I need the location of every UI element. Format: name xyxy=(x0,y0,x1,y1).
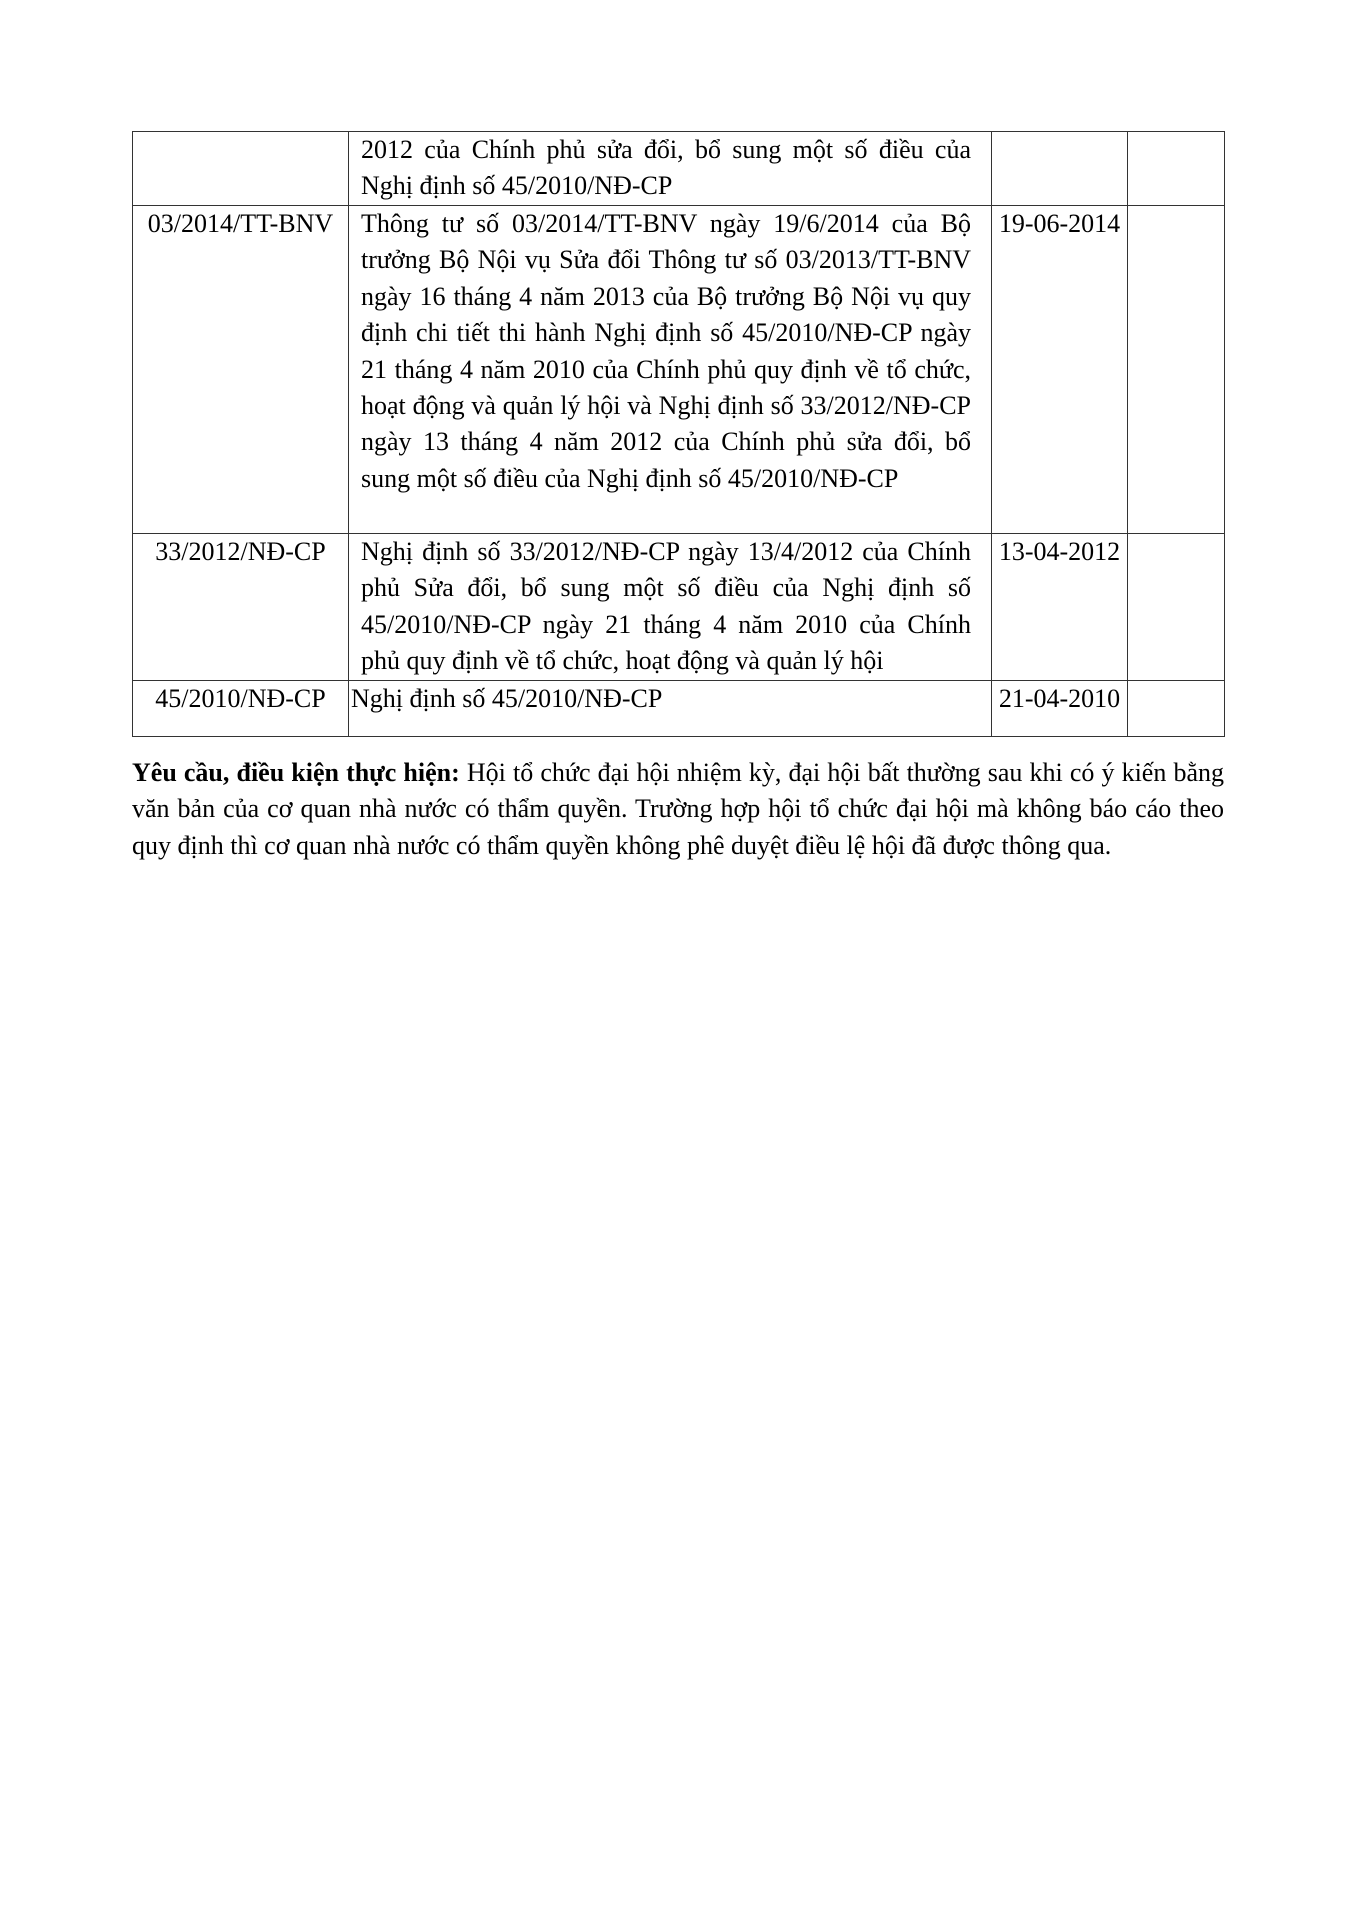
document-date-cell: 19-06-2014 xyxy=(992,206,1128,534)
document-note-cell xyxy=(1128,534,1225,681)
table-row xyxy=(133,680,1225,736)
legal-documents-table xyxy=(132,131,1225,737)
document-date-cell: 13-04-2012 xyxy=(992,534,1128,681)
document-code-cell xyxy=(133,132,349,206)
document-code-cell: 33/2012/NĐ-CP xyxy=(133,534,349,681)
document-code-cell: 03/2014/TT-BNV xyxy=(133,206,349,534)
document-note-cell xyxy=(1128,206,1225,534)
table-row xyxy=(133,206,1225,534)
requirements-paragraph xyxy=(132,755,1224,864)
document-date-cell xyxy=(992,132,1128,206)
document-description-cell: 2012 của Chính phủ sửa đổi, bổ sung một số điều của Nghị định số 45/2010/NĐ-CP xyxy=(349,132,992,206)
document-description-cell: Nghị định số 45/2010/NĐ-CP xyxy=(349,680,992,736)
document-note-cell xyxy=(1128,680,1225,736)
document-code-cell: 45/2010/NĐ-CP xyxy=(133,680,349,736)
document-note-cell xyxy=(1128,132,1225,206)
document-date-cell: 21-04-2010 xyxy=(992,680,1128,736)
document-description-cell: Thông tư số 03/2014/TT-BNV ngày 19/6/2014 của Bộ trưởng Bộ Nội vụ Sửa đổi Thông tư số 03/2013/TT-BNV ngày 16 tháng 4 năm 2013 của Bộ trưởng Bộ Nội vụ quy định chi tiết thi hành Nghị định số 45/2010/NĐ-CP ngày 21 tháng 4 năm 2010 của Chính phủ quy định về tổ chức, hoạt động và quản lý hội và Nghị định số 33/2012/NĐ-CP ngày 13 tháng 4 năm 2012 của Chính phủ sửa đổi, bổ sung một số điều của Nghị định số 45/2010/NĐ-CP xyxy=(349,206,992,534)
requirements-text: Hội tổ chức đại hội nhiệm kỳ, đại hội bất thường sau khi có ý kiến bằng văn bản của cơ quan nhà nước có thẩm quyền. Trường hợp hội tổ chức đại hội mà không báo cáo theo quy định thì cơ quan nhà nước có thẩm quyền không phê duyệt điều lệ hội đã được thông qua. xyxy=(132,758,1224,860)
document-description-cell: Nghị định số 33/2012/NĐ-CP ngày 13/4/2012 của Chính phủ Sửa đổi, bổ sung một số điều của Nghị định số 45/2010/NĐ-CP ngày 21 tháng 4 năm 2010 của Chính phủ quy định về tổ chức, hoạt động và quản lý hội xyxy=(349,534,992,681)
table-row xyxy=(133,534,1225,681)
requirements-label: Yêu cầu, điều kiện thực hiện: xyxy=(132,758,460,787)
table-row xyxy=(133,132,1225,206)
